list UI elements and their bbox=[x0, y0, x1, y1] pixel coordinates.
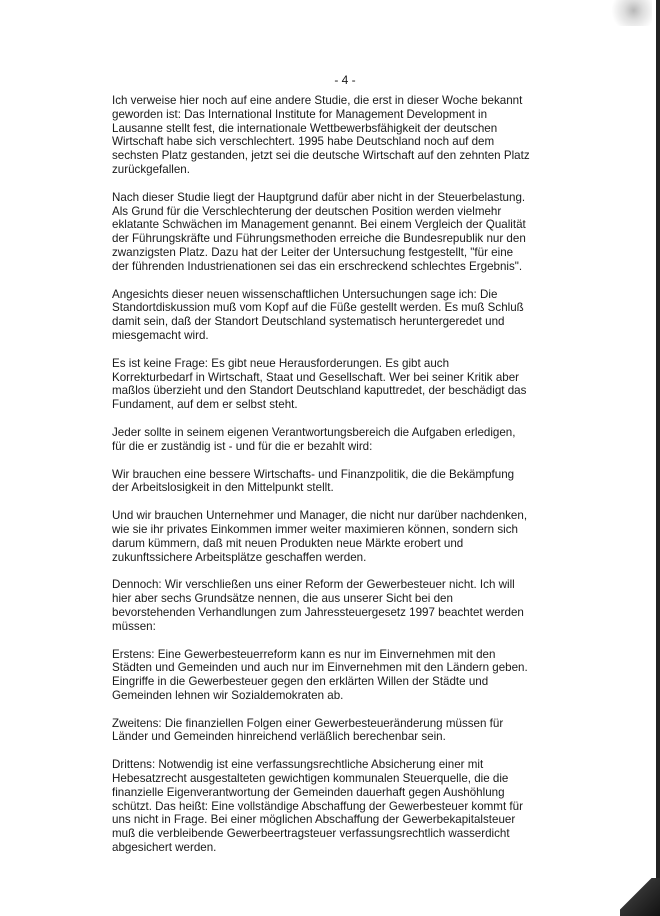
paragraph: Drittens: Notwendig ist eine verfassungsrechtliche Absicherung einer mit Hebesatzrecht ausgestalteten gewichtigen kommunalen Steuerquelle, die die finanzielle Eigenverantwortung der Gemeinden dauerhaft gegen Aushöhlung schützt. Das heißt: Eine vollständige Abschaffung der Gewerbesteuer kommt für uns nicht in Frage. Bei einer möglichen Abschaffung der Gewerbekapitalsteuer muß die verbleibende Gewerbeertragsteuer verfassungsrechtlich wasserdicht abgesichert werden. bbox=[112, 758, 523, 855]
scan-artifact-corner bbox=[606, 0, 652, 26]
scan-artifact-edge bbox=[656, 0, 660, 916]
paragraph: Nach dieser Studie liegt der Hauptgrund dafür aber nicht in der Steuerbelastung. Als Grund für die Verschlechterung der deutschen Position werden vielmehr eklatante Schwächen im Management genannt. Bei einem Vergleich der Qualität der Führungskräfte und Führungsmethoden erreiche die Bundesrepublik nur den zwanzigsten Platz. Dazu hat der Leiter der Untersuchung festgestellt, "für eine der führenden Industrienationen sei das ein erschreckend schlechtes Ergebnis". bbox=[112, 190, 526, 273]
document-body bbox=[112, 94, 532, 869]
paragraph: Zweitens: Die finanziellen Folgen einer Gewerbesteueränderung müssen für Länder und Gemeinden hinreichend verläßlich berechenbar sein. bbox=[112, 716, 504, 744]
paragraph: Wir brauchen eine bessere Wirtschafts- und Finanzpolitik, die die Bekämpfung der Arbeitslosigkeit in den Mittelpunkt stellt. bbox=[112, 467, 515, 495]
paragraph: Es ist keine Frage: Es gibt neue Herausforderungen. Es gibt auch Korrekturbedarf in Wirtschaft, Staat und Gesellschaft. Wer bei seiner Kritik aber maßlos überzieht und den Standort Deutschland kaputtredet, der beschädigt das Fundament, auf dem er selbst steht. bbox=[112, 356, 527, 412]
paragraph: Dennoch: Wir verschließen uns einer Reform der Gewerbesteuer nicht. Ich will hier aber sechs Grundsätze nennen, die aus unserer Sicht bei den bevorstehenden Verhandlungen zum Jahressteuergesetz 1997 beachtet werden müssen: bbox=[112, 578, 524, 633]
scan-artifact-bottom bbox=[620, 878, 660, 916]
paragraph: Jeder sollte in seinem eigenen Verantwortungsbereich die Aufgaben erledigen, für die er zuständig ist - und für die er bezahlt wird: bbox=[112, 425, 516, 453]
paragraph: Und wir brauchen Unternehmer und Manager, die nicht nur darüber nachdenken, wie sie ihr privates Einkommen immer weiter maximieren können, sondern sich darum kümmern, daß mit neuen Produkten neue Märkte erobert und zukunftssichere Arbeitsplätze geschaffen werden. bbox=[112, 509, 528, 564]
paragraph: Angesichts dieser neuen wissenschaftlichen Untersuchungen sage ich: Die Standortdiskussion muß vom Kopf auf die Füße gestellt werden. Es muß Schluß damit sein, daß der Standort Deutschland systematisch heruntergeredet und miesgemacht wird. bbox=[112, 287, 524, 342]
paragraph: Erstens: Eine Gewerbesteuerreform kann es nur im Einvernehmen mit den Städten und Gemeinden und auch nur im Einvernehmen mit den Ländern geben. Eingriffe in die Gewerbesteuer gegen den erklärten Willen der Städte und Gemeinden lehnen wir Sozialdemokraten ab. bbox=[112, 647, 528, 702]
paragraph: Ich verweise hier noch auf eine andere Studie, die erst in dieser Woche bekannt geworden ist: Das International Institute for Management Development in Lausanne stellt fest, die internationale Wettbewerbsfähigkeit der deutschen Wirtschaft habe sich verschlechtert. 1995 habe Deutschland noch auf dem sechsten Platz gestanden, jetzt sei die deutsche Wirtschaft auf den zehnten Platz zurückgefallen. bbox=[112, 94, 530, 176]
page-number: - 4 - bbox=[334, 73, 356, 87]
